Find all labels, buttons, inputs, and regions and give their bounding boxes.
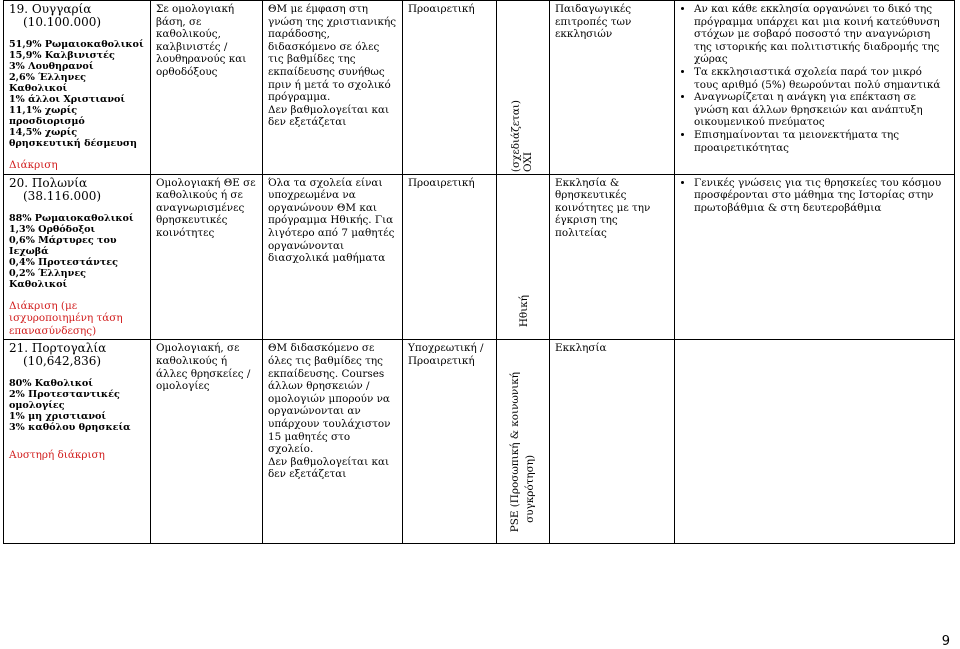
alternative-text-line: Ηθική	[518, 295, 530, 328]
country-name: 19. Ουγγαρία	[9, 2, 92, 16]
alternative-text-line: PSE (Προσωπική & κοινωνική	[509, 372, 521, 533]
notes-list	[680, 177, 949, 215]
course-description: ΘΜ διδασκόμενο σε όλες τις βαθμίδες της εκπαίδευσης. Courses άλλων θρησκειών / ομολογιών μπορούν να οργανώνονται αν υπάρχουν τουλάχιστον 15 μαθητές στο σχολείο.	[268, 342, 391, 456]
religion-stats	[9, 213, 145, 290]
alternative-cell	[497, 174, 550, 340]
stat-line: 1,3% Ορθόδοξοι	[9, 223, 96, 235]
country-cell	[4, 340, 151, 544]
religion-stats	[9, 378, 145, 433]
stat-line: 11,1% χωρίς προσδιορισμό	[9, 105, 85, 127]
alternative-text-line: συγκρότηση)	[524, 454, 536, 523]
course-cell: Όλα τα σχολεία είναι υποχρεωμένα να οργανώνουν ΘΜ και πρόγραμμα Ηθικής. Για λιγότερο από 7 μαθητές οργανώνονται διασχολικά μαθήματα	[263, 174, 403, 340]
course-cell	[263, 340, 403, 544]
country-population: (38.116.000)	[23, 188, 102, 203]
stat-line: 15,9% Καλβινιστές	[9, 50, 115, 61]
country-name: 20. Πολωνία	[9, 175, 88, 190]
alternative-cell	[497, 1, 550, 175]
alternative-text-line: ΟΧΙ	[522, 151, 534, 172]
responsibility-cell: Παιδαγωγικές επιτροπές των εκκλησιών	[550, 1, 675, 175]
religion-stats	[9, 39, 145, 149]
status-cell: Προαιρετική	[403, 174, 497, 340]
vertical-text-wrap	[502, 342, 544, 532]
list-item: • Επισημαίνονται τα μειονεκτήματα της προαιρετικότητας	[694, 129, 949, 154]
vertical-text-wrap	[502, 3, 544, 172]
course-description: ΘΜ με έμφαση στη γνώση της χριστιανικής παράδοσης, διδασκόμενο σε όλες τις βαθμίδες της εκπαίδευσης συνήθως πριν ή μετά το σχολικό πρόγραμμα.	[268, 3, 397, 104]
table-row-portugal	[4, 340, 955, 544]
type-cell: Σε ομολογιακή βάση, σε καθολικούς, καλβινιστές / λουθηρανούς και ορθοδόξους	[151, 1, 263, 175]
stat-line: 0,2% Έλληνες Καθολικοί	[9, 267, 86, 290]
list-item: • Αναγνωρίζεται η ανάγκη για επέκταση σε γνώση και άλλων θρησκειών και ανάπτυξη οικουμενικού πνεύματος	[694, 91, 949, 129]
country-population: (10,642,836)	[23, 354, 102, 369]
status-cell: Προαιρετική	[403, 1, 497, 175]
stat-line: 51,9% Ρωμαιοκαθολικοί	[9, 39, 144, 50]
stat-line: 3% Λουθηρανοί	[9, 61, 94, 72]
church-state-status: Αυστηρή διάκριση	[9, 449, 105, 462]
stat-line: 1% άλλοι Χριστιανοί	[9, 94, 126, 105]
course-grading-note: Δεν βαθμολογείται και δεν εξετάζεται	[268, 103, 390, 129]
country-cell	[4, 1, 151, 175]
notes-cell	[675, 1, 955, 175]
stat-line: 0,6% Μάρτυρες του Ιεχωβά	[9, 234, 117, 257]
stat-line: 1% μη χριστιανοί	[9, 411, 107, 423]
course-cell	[263, 1, 403, 175]
stat-line: 0,4% Προτεστάντες	[9, 256, 118, 268]
religious-education-table	[3, 0, 955, 544]
list-item: • Γενικές γνώσεις για τις θρησκείες του κόσμου προσφέρονται στο μάθημα της Ιστορίας στην πρωτοβάθμια & στη δευτεροβάθμια	[694, 177, 949, 215]
responsibility-cell: Εκκλησία	[550, 340, 675, 544]
notes-cell	[675, 174, 955, 340]
stat-line: 3% καθόλου θρησκεία	[9, 422, 131, 434]
course-grading-note: Δεν βαθμολογείται και δεν εξετάζεται	[268, 455, 390, 481]
page-number: 9	[941, 634, 950, 649]
responsibility-cell: Εκκλησία & θρησκευτικές κοινότητες με την έγκριση της πολιτείας	[550, 174, 675, 340]
stat-line: 14,5% χωρίς θρησκευτική δέσμευση	[9, 127, 137, 149]
church-state-status: Διάκριση (με ισχυροποιημένη τάση επανασύνδεσης)	[9, 299, 123, 337]
vertical-text-wrap	[502, 177, 544, 338]
alternative-text-line: (σχεδιάζεται)	[510, 99, 522, 172]
alternative-cell	[497, 340, 550, 544]
church-state-status: Διάκριση	[9, 159, 58, 171]
stat-line: 88% Ρωμαιοκαθολικοί	[9, 212, 134, 224]
stat-line: 80% Καθολικοί	[9, 378, 93, 390]
list-item: • Αν και κάθε εκκλησία οργανώνει το δικό της πρόγραμμα υπάρχει και μια κοινή κατεύθυνση στόχων με σοβαρό ποσοστό την αναγνώριση της ιστορικής και πολιτιστικής διαδρομής της χώρας	[694, 3, 949, 66]
type-cell: Ομολογιακή, σε καθολικούς ή άλλες θρησκείες / ομολογίες	[151, 340, 263, 544]
list-item: • Τα εκκλησιαστικά σχολεία παρά τον μικρό τους αριθμό (5%) θεωρούνται πολύ σημαντικά	[694, 66, 949, 91]
table-row-poland	[4, 174, 955, 340]
stat-line: 2,6% Έλληνες Καθολικοί	[9, 72, 86, 94]
status-cell: Υποχρεωτική / Προαιρετική	[403, 340, 497, 544]
country-population: (10.100.000)	[23, 15, 102, 29]
country-name: 21. Πορτογαλία	[9, 341, 107, 356]
stat-line: 2% Προτεσταντικές ομολογίες	[9, 389, 120, 412]
notes-list	[680, 3, 949, 154]
table-row-hungary	[4, 1, 955, 175]
type-cell: Ομολογιακή ΘΕ σε καθολικούς ή σε αναγνωρισμένες θρησκευτικές κοινότητες	[151, 174, 263, 340]
notes-cell	[675, 340, 955, 544]
country-cell	[4, 174, 151, 340]
